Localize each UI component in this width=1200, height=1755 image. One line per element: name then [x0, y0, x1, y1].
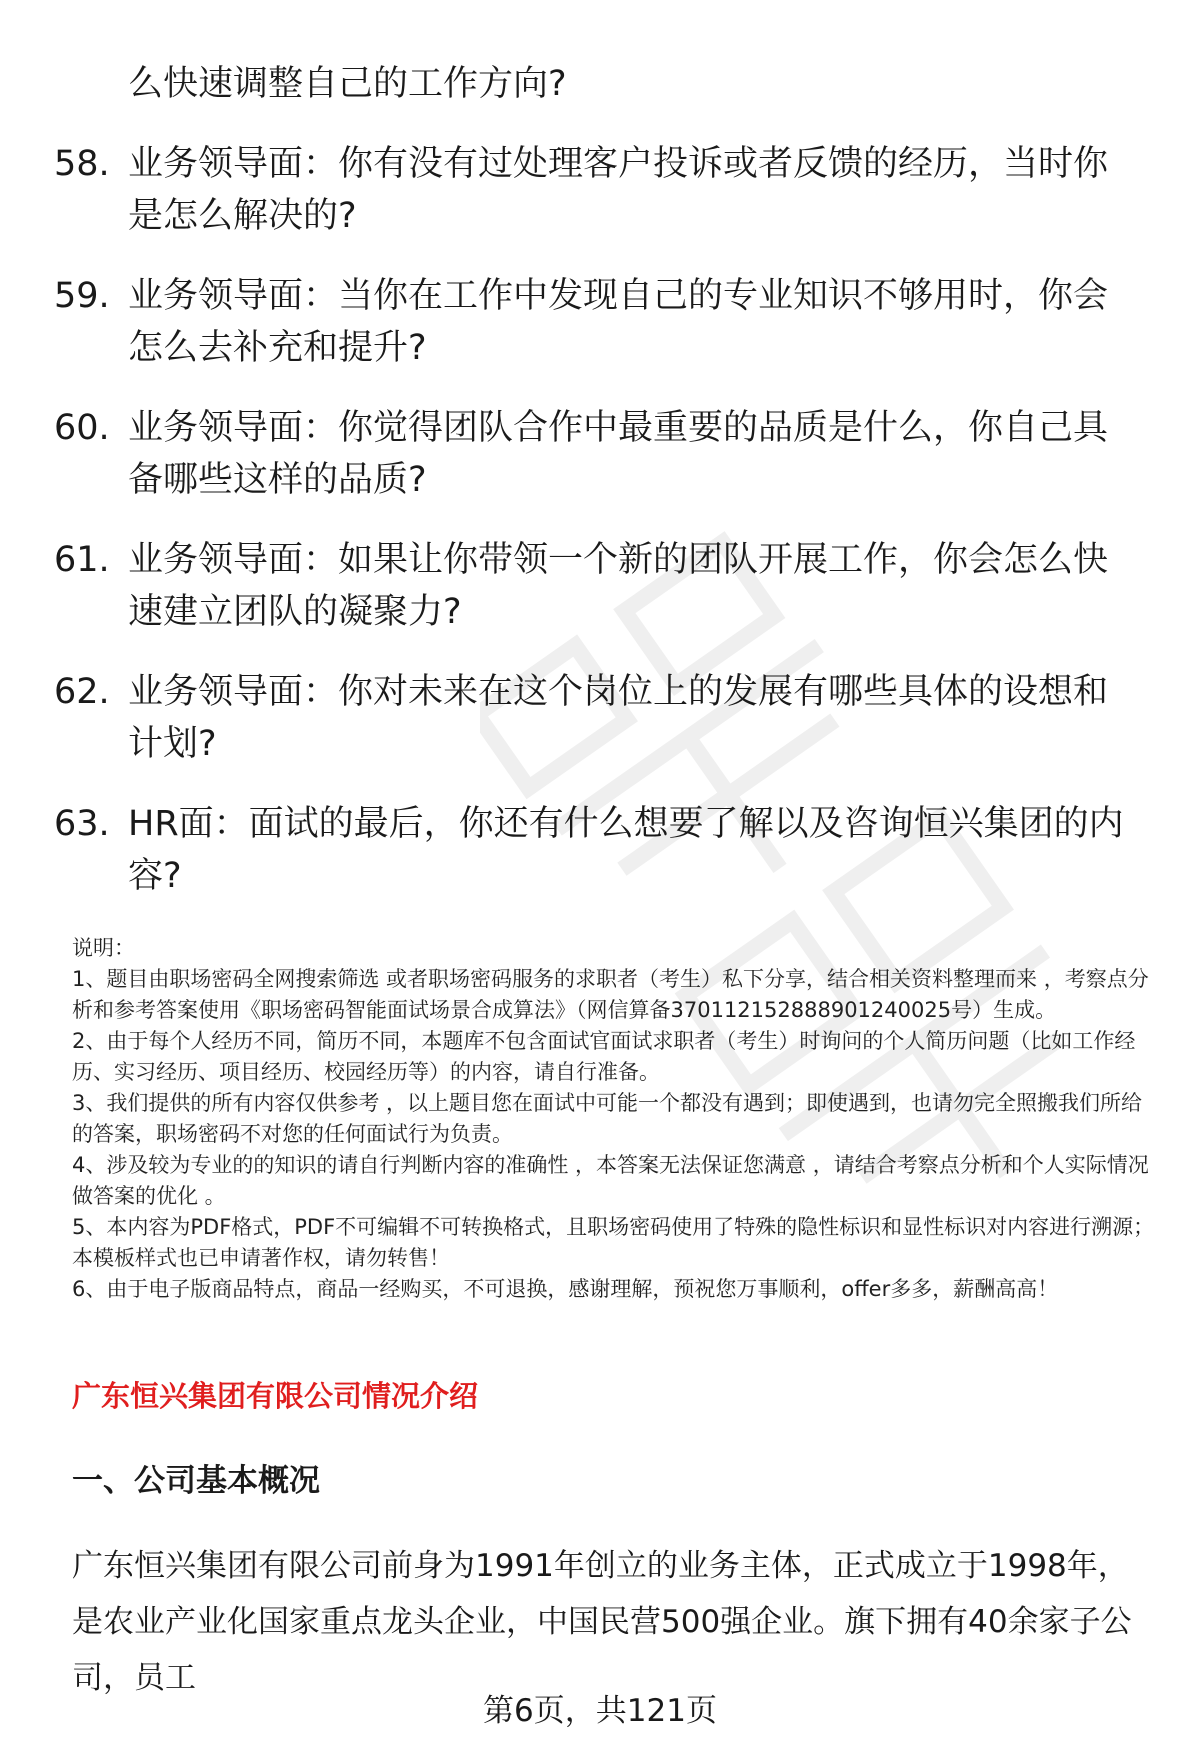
question-text: 业务领导面：如果让你带领一个新的团队开展工作，你会怎么快速建立团队的凝聚力? [128, 540, 1109, 632]
notes-heading: 说明： [72, 936, 135, 960]
question-number: 62. [54, 672, 110, 712]
question-text: 业务领导面：你对未来在这个岗位上的发展有哪些具体的设想和计划? [128, 672, 1109, 764]
question-item [0, 270, 1200, 374]
question-item [0, 138, 1200, 242]
question-list [0, 138, 1200, 930]
question-continuation: 么快速调整自己的工作方向? [128, 64, 567, 104]
section-heading: 一、公司基本概况 [72, 1463, 320, 1499]
question-number: 59. [54, 276, 110, 316]
question-number: 63. [54, 804, 110, 844]
notes-item: 5、本内容为PDF格式，PDF不可编辑不可转换格式，且职场密码使用了特殊的隐性标识和显性标识对内容进行溯源；本模板样式也已申请著作权，请勿转售！ [72, 1215, 1155, 1270]
question-item [0, 798, 1200, 902]
question-text: HR面：面试的最后，你还有什么想要了解以及咨询恒兴集团的内容? [128, 804, 1124, 896]
question-text: 业务领导面：你有没有过处理客户投诉或者反馈的经历，当时你是怎么解决的? [128, 144, 1109, 236]
notes-section [72, 933, 1162, 1305]
question-item [0, 534, 1200, 638]
question-number: 61. [54, 540, 110, 580]
question-text: 业务领导面：当你在工作中发现自己的专业知识不够用时，你会怎么去补充和提升? [128, 276, 1109, 368]
question-number: 60. [54, 408, 110, 448]
company-intro-paragraph: 广东恒兴集团有限公司前身为1991年创立的业务主体，正式成立于1998年，是农业产业化国家重点龙头企业，中国民营500强企业。旗下拥有40余家子公司，员工 [72, 1548, 1132, 1696]
question-item [0, 402, 1200, 506]
question-text: 业务领导面：你觉得团队合作中最重要的品质是什么，你自己具备哪些这样的品质? [128, 408, 1109, 500]
company-title: 广东恒兴集团有限公司情况介绍 [72, 1379, 479, 1413]
question-number: 58. [54, 144, 110, 184]
notes-item: 3、我们提供的所有内容仅供参考 ，以上题目您在面试中可能一个都没有遇到；即使遇到，也请勿完全照搬我们所给的答案，职场密码不对您的任何面试行为负责。 [72, 1091, 1143, 1146]
notes-item: 4、涉及较为专业的的知识的请自行判断内容的准确性 ，本答案无法保证您满意 ，请结合考察点分析和个人实际情况做答案的优化 。 [72, 1153, 1149, 1208]
notes-item: 6、由于电子版商品特点，商品一经购买，不可退换，感谢理解，预祝您万事顺利，offer多多，薪酬高高！ [72, 1277, 1059, 1301]
notes-item: 1、题目由职场密码全网搜索筛选 或者职场密码服务的求职者（考生）私下分享，结合相关资料整理而来 ，考察点分析和参考答案使用《职场密码智能面试场景合成算法》（网信算备370112152888901240025号）生成。 [72, 967, 1149, 1022]
notes-item: 2、由于每个人经历不同，简历不同，本题库不包含面试官面试求职者（考生）时询问的个人简历问题（比如工作经历、实习经历、项目经历、校园经历等）的内容，请自行准备。 [72, 1029, 1136, 1084]
question-item [0, 666, 1200, 770]
page-footer: 第6页，共121页 [483, 1693, 717, 1729]
